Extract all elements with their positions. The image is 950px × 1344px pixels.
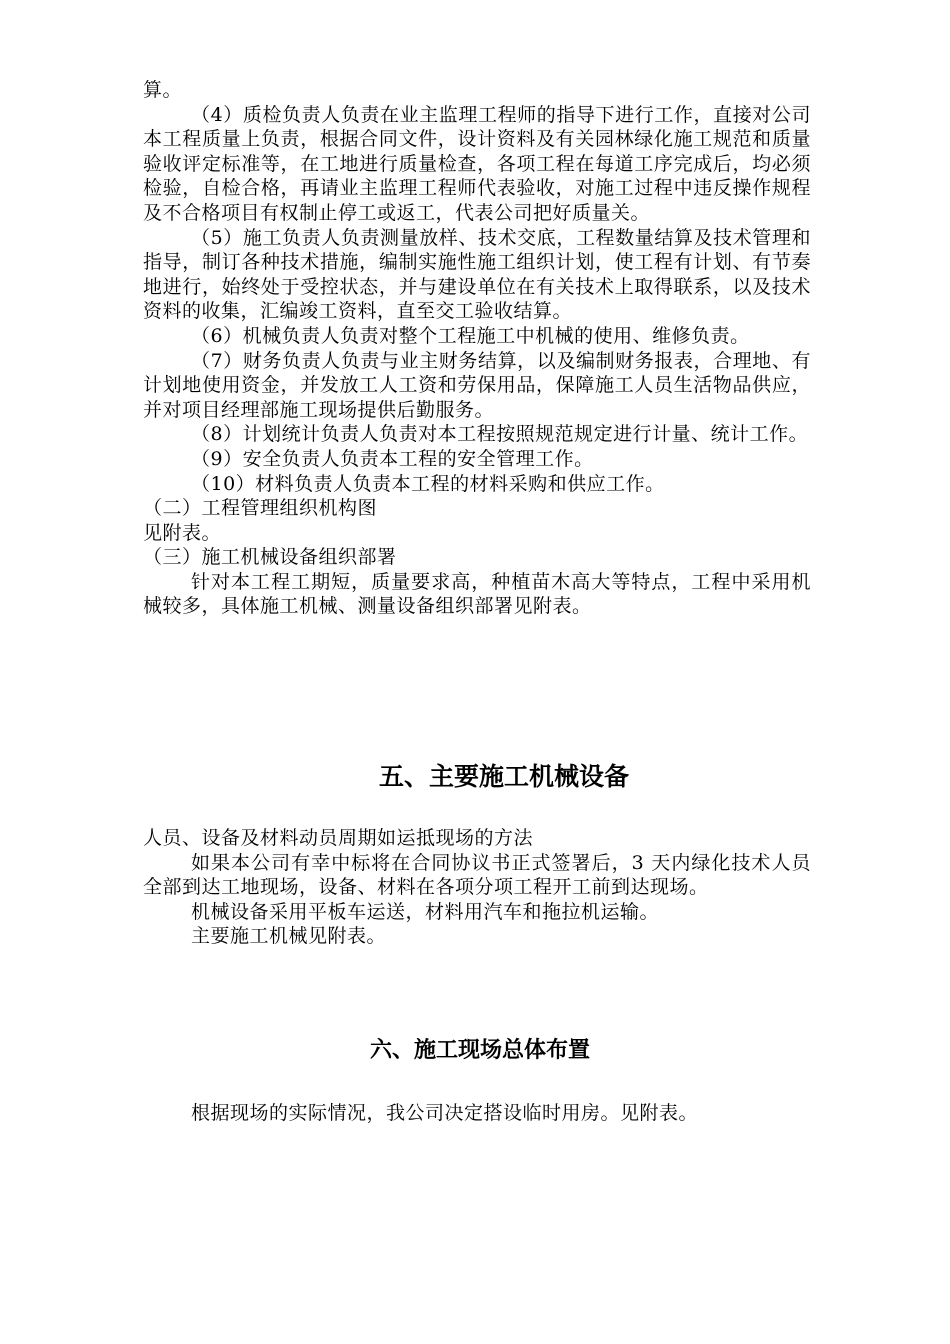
- paragraph-machinery-deployment: 针对本工程工期短，质量要求高，种植苗木高大等特点，工程中采用机械较多，具体施工机械、测量设备组织部署见附表。: [143, 570, 811, 618]
- section-6-body: [143, 1101, 811, 1126]
- paragraph-construction-lead: （5）施工负责人负责测量放样、技术交底，工程数量结算及技术管理和指导，制订各种技术措施，编制实施性施工组织计划，使工程有计划、有节奏地进行，始终处于受控状态，并与建设单位在有关技术上取得联系，以及技术资料的收集，汇编竣工资料，直至交工验收结算。: [143, 226, 811, 323]
- subheading-org-chart: （二）工程管理组织机构图: [143, 497, 378, 520]
- paragraph-materials-lead: （10）材料负责人负责本工程的材料采购和供应工作。: [191, 472, 665, 495]
- section-5-body: [143, 826, 811, 949]
- paragraph-machinery-list: 主要施工机械见附表。: [191, 925, 387, 948]
- paragraph-mobilization: 如果本公司有幸中标将在合同协议书正式签署后，3 天内绿化技术人员全部到达工地现场，设备、材料在各项分项工程开工前到达现场。: [143, 851, 811, 899]
- paragraph-machinery-lead: （6）机械负责人负责对整个工程施工中机械的使用、维修负责。: [191, 324, 750, 347]
- paragraph-see-appendix: 见附表。: [143, 521, 222, 544]
- paragraph-continuation: 算。: [143, 79, 183, 101]
- section-6-title: 六、施工现场总体布置: [369, 1037, 590, 1063]
- organization-duties-block: [143, 78, 811, 619]
- paragraph-site-layout: 根据现场的实际情况，我公司决定搭设临时用房。见附表。: [191, 1102, 699, 1124]
- paragraph-quality-inspector: （4）质检负责人负责在业主监理工程师的指导下进行工作，直接对公司本工程质量上负责，根据合同文件，设计资料及有关园林绿化施工规范和质量验收评定标准等，在工地进行质量检查，各项工程在每道工序完成后，均必须检验，自检合格，再请业主监理工程师代表验收，对施工过程中违反操作规程及不合格项目有权制止停工或返工，代表公司把好质量关。: [143, 103, 811, 224]
- paragraph-finance-lead: （7）财务负责人负责与业主财务结算，以及编制财务报表，合理地、有计划地使用资金，并发放工人工资和劳保用品，保障施工人员生活物品供应，并对项目经理部施工现场提供后勤服务。: [143, 349, 811, 421]
- paragraph-safety-lead: （9）安全负责人负责本工程的安全管理工作。: [191, 447, 594, 470]
- paragraph-mobilization-title: 人员、设备及材料动员周期如运抵现场的方法: [143, 827, 534, 849]
- section-5-title: 五、主要施工机械设备: [378, 762, 629, 791]
- paragraph-transport: 机械设备采用平板车运送，材料用汽车和拖拉机运输。: [191, 900, 660, 923]
- subheading-machinery-deployment: （三）施工机械设备组织部署: [143, 546, 397, 569]
- paragraph-planning-lead: （8）计划统计负责人负责对本工程按照规范规定进行计量、统计工作。: [191, 423, 809, 446]
